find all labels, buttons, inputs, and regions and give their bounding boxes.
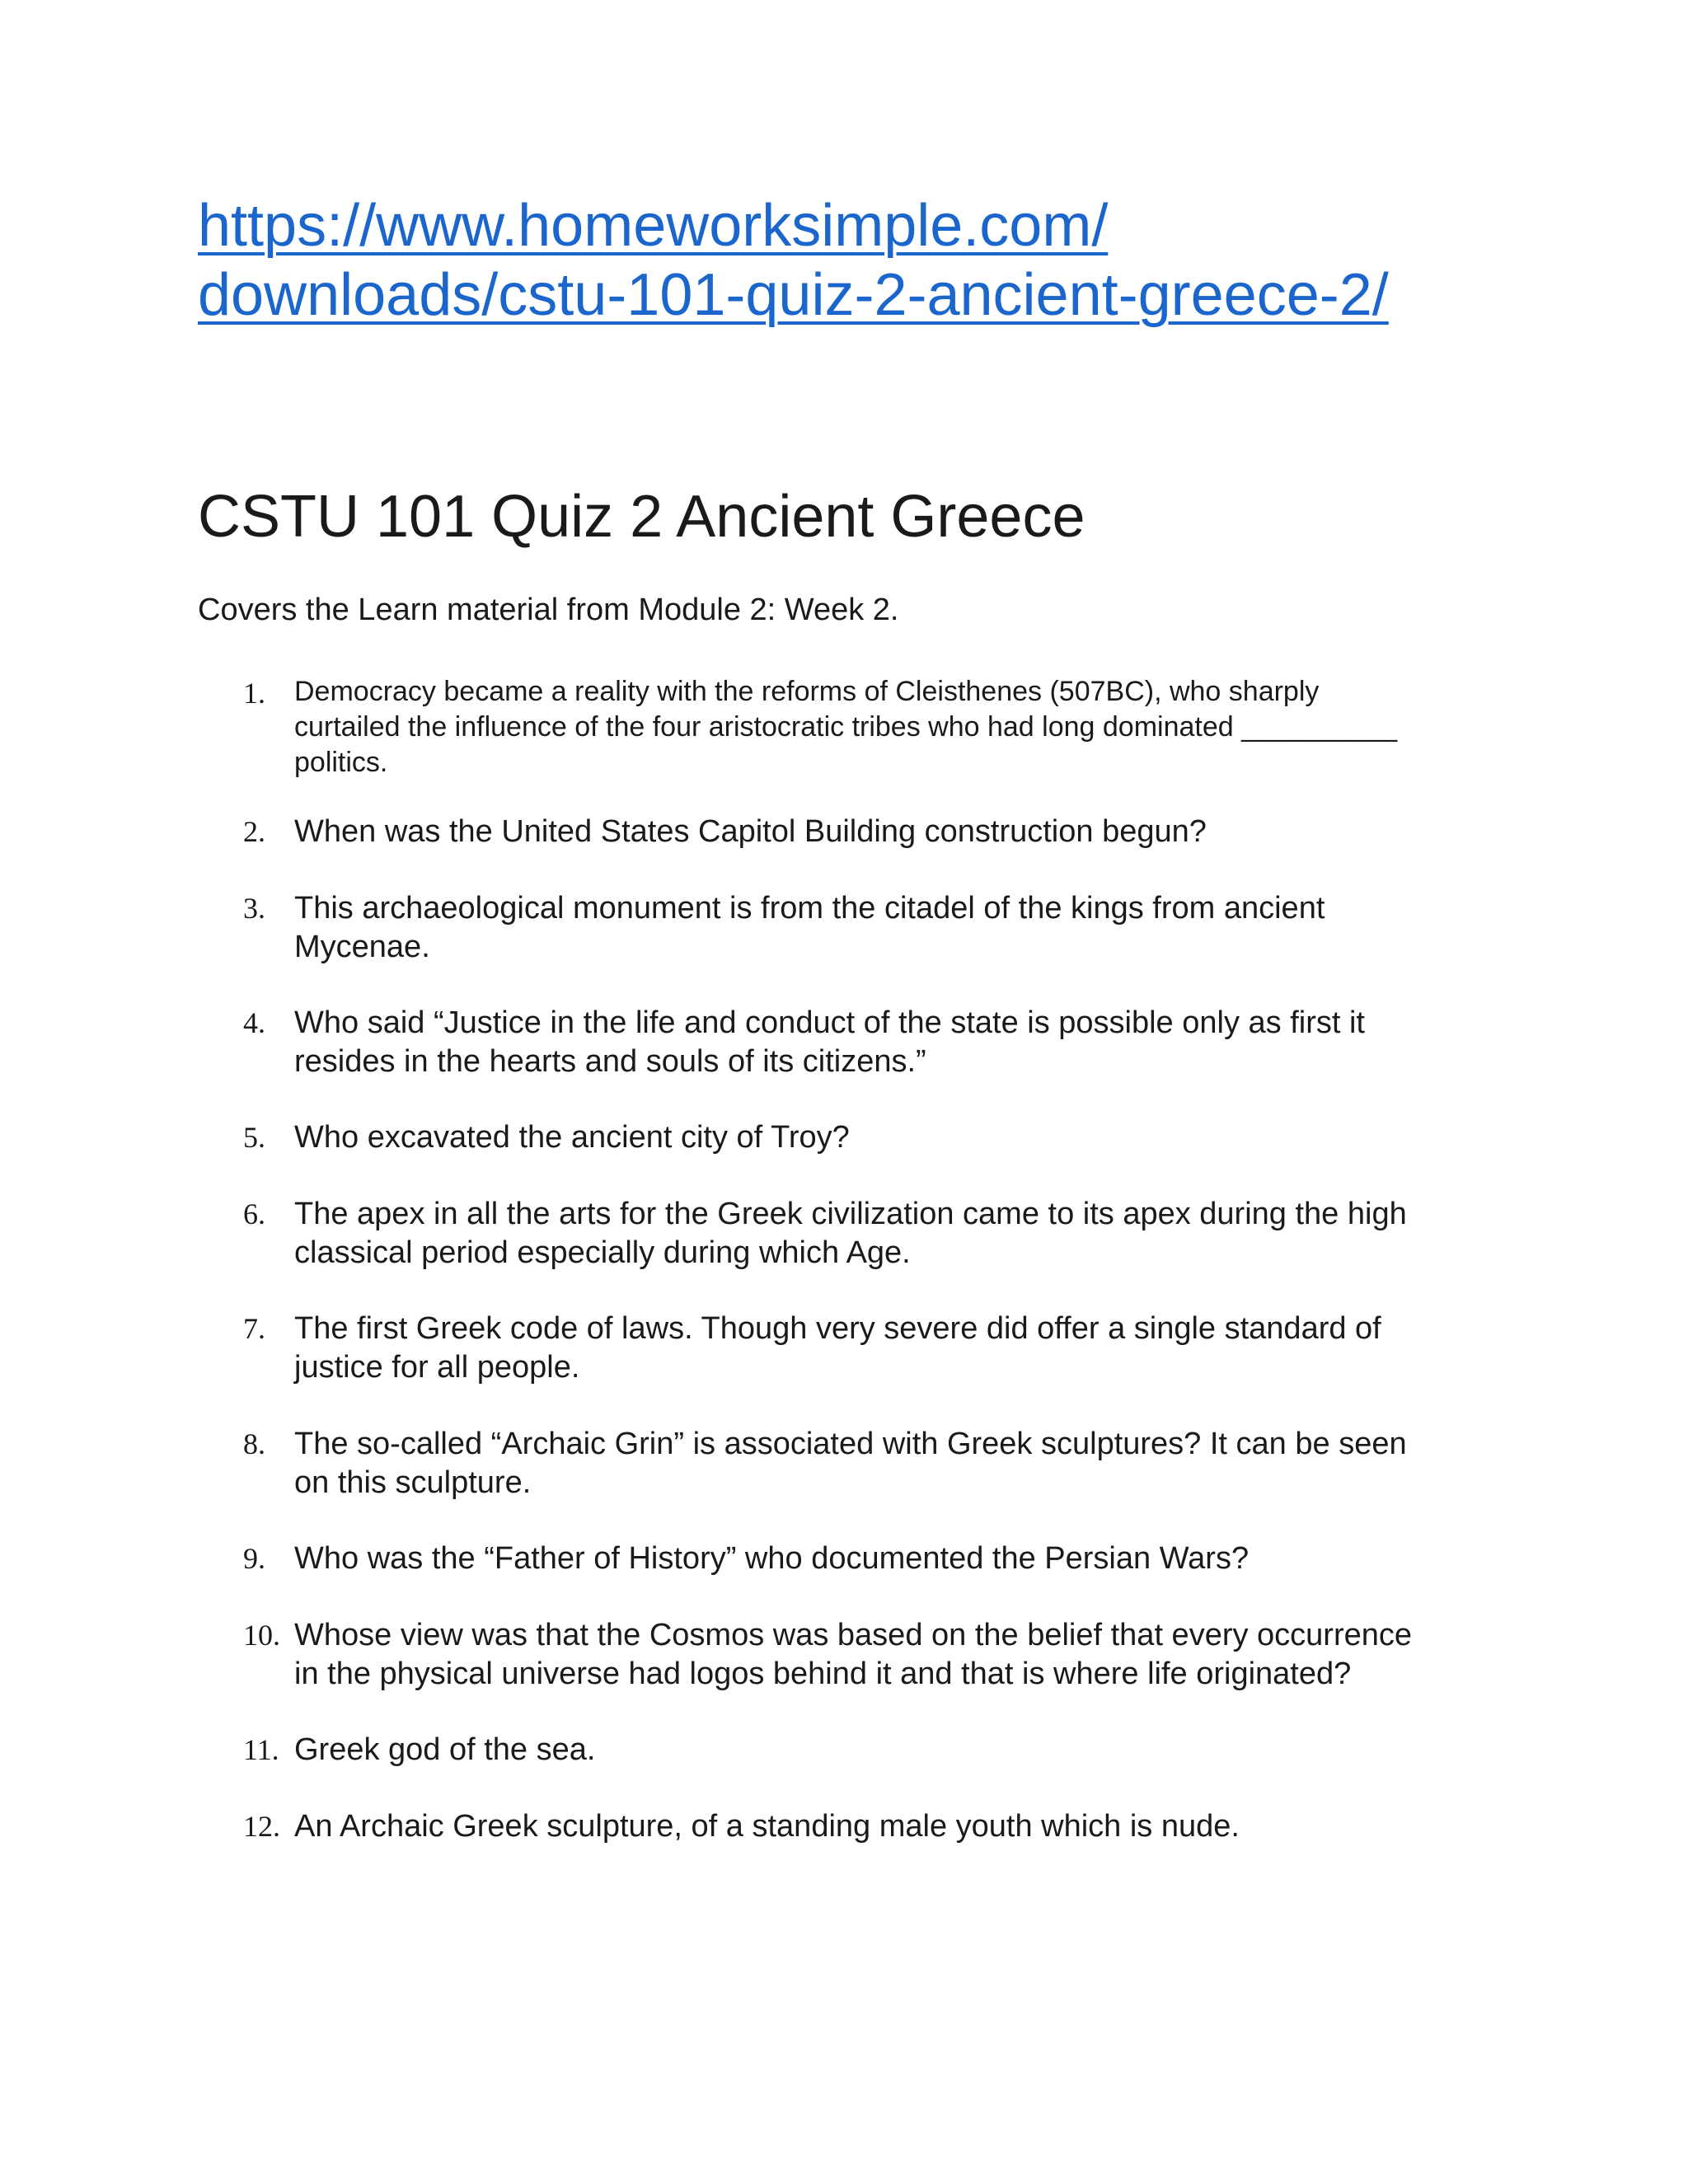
question-text-line: This archaeological monument is from the citadel of the kings from ancient xyxy=(294,891,1325,926)
question-number: 7. xyxy=(243,1312,265,1345)
question-number: 10. xyxy=(243,1619,280,1652)
question-text-line: Democracy became a reality with the reforms of Cleisthenes (507BC), who sharply xyxy=(294,676,1320,707)
question-number: 2. xyxy=(243,815,265,848)
question-text-line: Whose view was that the Cosmos was based on the belief that every occurrence xyxy=(294,1618,1413,1652)
question-text-line: in the physical universe had logos behind it and that is where life originated? xyxy=(294,1657,1352,1691)
question-number: 4. xyxy=(243,1006,265,1039)
question-text xyxy=(294,674,1489,780)
question-number: 11. xyxy=(243,1733,279,1766)
question-text-line: Mycenae. xyxy=(294,930,430,964)
question-text-line: Who excavated the ancient city of Troy? xyxy=(294,1120,850,1155)
question-text-line: An Archaic Greek sculpture, of a standing male youth which is nude. xyxy=(294,1809,1240,1844)
question-text xyxy=(294,1807,1489,1846)
question-text-line: The first Greek code of laws. Though very severe did offer a single standard of xyxy=(294,1311,1381,1346)
question-number: 6. xyxy=(243,1197,265,1230)
question-text-line: The apex in all the arts for the Greek civilization came to its apex during the high xyxy=(294,1197,1407,1231)
question-text-line: When was the United States Capitol Building construction begun? xyxy=(294,814,1207,849)
question-text-line: Who was the “Father of History” who documented the Persian Wars? xyxy=(294,1541,1250,1576)
question-text-line: Greek god of the sea. xyxy=(294,1732,596,1767)
question-text-line: resides in the hearts and souls of its citizens.” xyxy=(294,1044,926,1079)
question-text-line: politics. xyxy=(294,747,388,778)
question-text-line: The so-called “Archaic Grin” is associated with Greek sculptures? It can be seen xyxy=(294,1427,1407,1461)
source-link[interactable] xyxy=(198,191,1484,330)
question-number: 1. xyxy=(243,677,265,710)
question-text xyxy=(294,1616,1489,1694)
question-text xyxy=(294,1540,1489,1578)
question-text xyxy=(294,889,1489,967)
question-number: 9. xyxy=(243,1542,265,1575)
page-title: CSTU 101 Quiz 2 Ancient Greece xyxy=(198,484,1085,550)
question-text-line: Who said “Justice in the life and conduct of the state is possible only as first it xyxy=(294,1005,1365,1040)
question-text-line: classical period especially during which Age. xyxy=(294,1235,911,1270)
question-number: 5. xyxy=(243,1121,265,1154)
question-text-line: on this sculpture. xyxy=(294,1465,532,1500)
question-text xyxy=(294,1310,1489,1387)
question-number: 3. xyxy=(243,892,265,925)
question-text xyxy=(294,1004,1489,1081)
question-text xyxy=(294,1195,1489,1272)
question-text xyxy=(294,1425,1489,1502)
question-number: 8. xyxy=(243,1427,265,1460)
page-subtitle: Covers the Learn material from Module 2: Week 2. xyxy=(198,593,899,627)
question-number: 12. xyxy=(243,1810,280,1843)
source-link-line-1[interactable]: https://www.homeworksimple.com/ xyxy=(198,193,1109,259)
question-text xyxy=(294,1118,1489,1157)
question-text-line: curtailed the influence of the four aristocratic tribes who had long dominated __________ xyxy=(294,711,1398,743)
question-text-line: justice for all people. xyxy=(294,1350,580,1385)
source-link-line-2[interactable]: downloads/cstu-101-quiz-2-ancient-greece-2/ xyxy=(198,262,1389,328)
question-text xyxy=(294,1731,1489,1769)
question-text xyxy=(294,813,1489,851)
